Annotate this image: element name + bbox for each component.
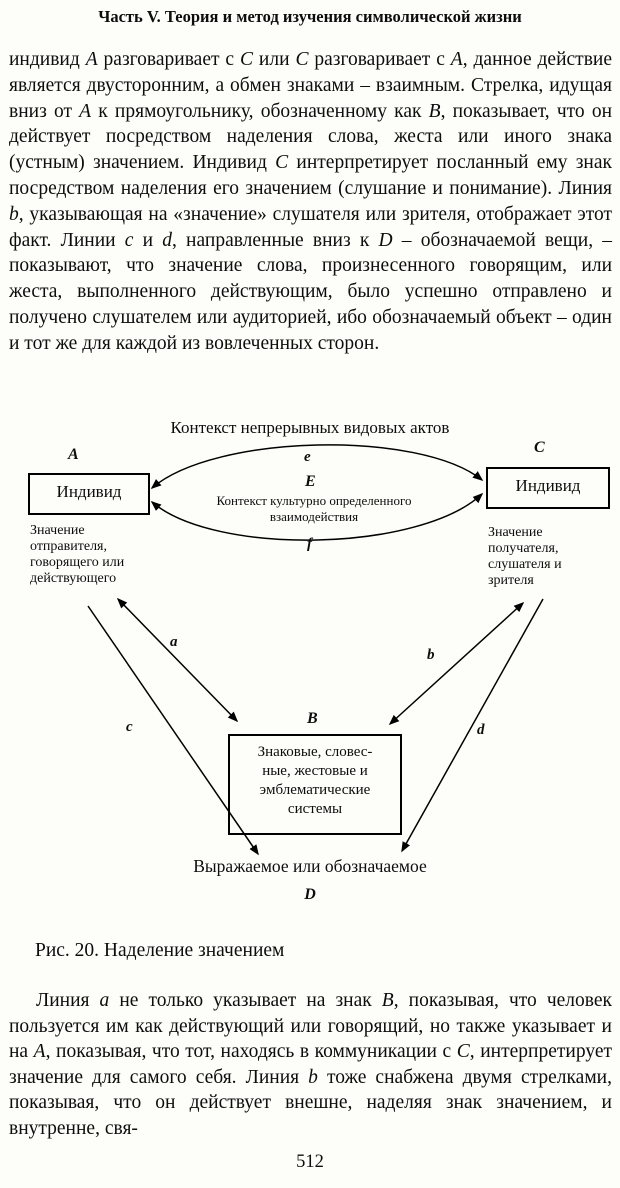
figure-20 (0, 416, 620, 921)
node-b-letter: B (307, 710, 318, 727)
receiver-meaning-line-2: получателя, (488, 541, 559, 556)
node-c-box: Индивид (486, 467, 610, 509)
receiver-meaning-line-1: Значение (488, 525, 543, 540)
arrow-e-top-arc (152, 445, 482, 488)
node-b-box (228, 734, 402, 835)
arrow-c-label: c (126, 719, 133, 735)
ellipse-letter-e: E (305, 473, 316, 490)
body-paragraph-1: индивид A разговаривает с C или C разговаривает с A, данное действие является двусторонним, а обмен знаками – взаимным. Стрелка, идущая вниз от A к прямоугольнику, обозначенному как B, показывает, что он действует посредством наделения слова, жеста или иного знака (устным) значением. Индивид C интерпретирует посланный ему знак посредством наделения его значением (слушание и понимание). Линия b, указывающая на «значение» слушателя или зрителя, отображает этот факт. Линии c и d, направленные вниз к D – обозначаемой вещи, – показывают, что значение слова, произнесенного говорящим, или жеста, выполненного действующим, было успешно отправлено и получено слушателем или аудиторией, ибо обозначаемый объект – один и тот же для каждой из вовлеченных сторон. (9, 49, 613, 354)
arrow-e-label: e (304, 449, 311, 465)
arrow-d (402, 599, 543, 851)
sign-box-line-4: системы (287, 801, 343, 817)
arrow-d-label: d (477, 722, 485, 738)
receiver-meaning-line-3: слушателя и (488, 557, 562, 572)
figure-title: Контекст непрерывных видовых актов (170, 418, 450, 437)
sender-meaning-line-1: Значение (30, 523, 85, 538)
sender-meaning-line-4: действующего (30, 571, 117, 586)
ellipse-context-line-2: взаимодействия (269, 509, 359, 524)
sender-meaning-line-3: говорящего или (30, 555, 125, 570)
node-a-box: Индивид (28, 473, 150, 515)
arrow-b-label: b (427, 647, 435, 663)
ellipse-context-text (164, 493, 464, 525)
node-d-letter: D (304, 886, 316, 903)
arrow-f-label: f (307, 536, 312, 552)
receiver-meaning-label (488, 525, 562, 589)
figure-caption: Рис. 20. Наделение значением (35, 940, 285, 961)
node-a-letter: A (68, 446, 79, 463)
sign-box-line-2: ные, жестовые и (262, 763, 368, 779)
node-c-letter: C (534, 439, 545, 456)
sender-meaning-line-2: отправителя, (30, 539, 107, 554)
arrow-a (118, 599, 237, 721)
body-paragraph-2: Линия a не только указывает на знак B, показывая, что человек пользуется им как действующий или говорящий, но также указывает и на A, показывая, что тот, находясь в коммуникации с C, интерпретирует значение для самого себя. Линия b тоже снабжена двумя стрелками, показывая, что он действует внешне, наделяя знак значением, и внутренне, свя- (9, 990, 612, 1139)
arrow-b (390, 603, 523, 724)
ellipse-context-line-1: Контекст культурно определенного (216, 493, 412, 508)
sender-meaning-label (30, 523, 124, 587)
receiver-meaning-line-4: зрителя (488, 573, 534, 588)
sign-box-line-1: Знаковые, словес- (257, 744, 373, 760)
referent-label: Выражаемое или обозначаемое (193, 856, 427, 876)
running-header: Часть V. Теория и метод изучения символической жизни (98, 7, 522, 26)
page-number: 512 (296, 1152, 324, 1172)
sign-box-line-3: эмблематические (259, 782, 371, 798)
arrow-a-label: a (170, 634, 178, 650)
